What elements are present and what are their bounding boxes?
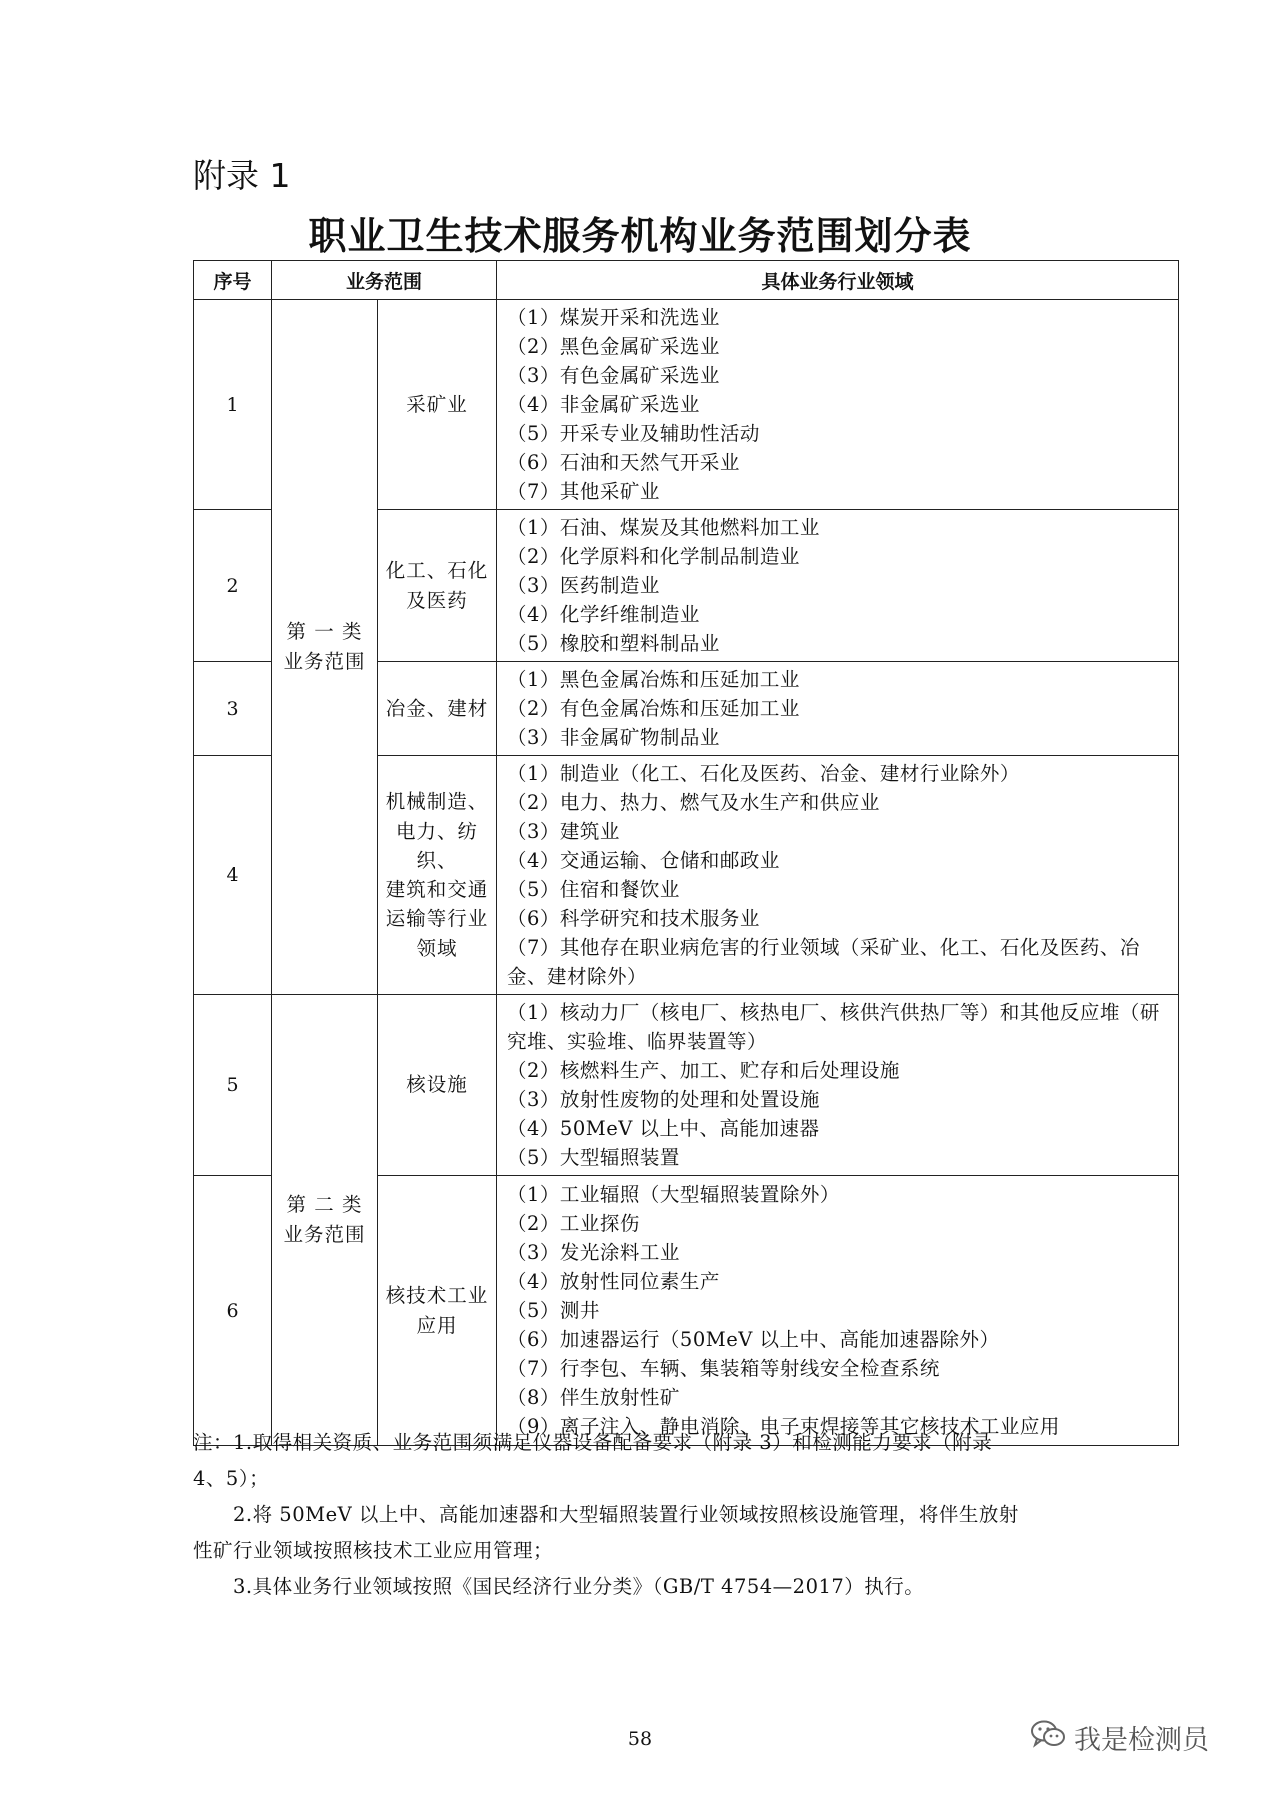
- industry-item: （4）50MeV 以上中、高能加速器: [507, 1117, 820, 1140]
- industry-item: （5）测井: [507, 1299, 600, 1322]
- industry-item: （5）大型辐照装置: [507, 1146, 680, 1169]
- note-2-line-1: 2.将 50MeV 以上中、高能加速器和大型辐照装置行业领域按照核设施管理，将伴生放射: [233, 1503, 1019, 1526]
- industry-item: （2）黑色金属矿采选业: [507, 335, 720, 358]
- industry-item: （7）行李包、车辆、集装箱等射线安全检查系统: [507, 1357, 940, 1380]
- category-second: [272, 995, 378, 1446]
- table-row: [194, 300, 1179, 510]
- page-number: 58: [627, 1728, 653, 1750]
- table-header-row: [194, 261, 1179, 300]
- industry-item: （4）非金属矿采选业: [507, 393, 700, 416]
- wechat-icon: [1030, 1719, 1066, 1756]
- row-industries: [497, 756, 1179, 995]
- row-scope: 核技术工业 应用: [378, 1176, 497, 1446]
- industry-item: （4）放射性同位素生产: [507, 1270, 720, 1293]
- industry-item: （4）交通运输、仓储和邮政业: [507, 849, 780, 872]
- header-industry: 具体业务行业领域: [497, 261, 1179, 300]
- row-industries: [497, 1176, 1179, 1446]
- industry-item: （1）核动力厂（核电厂、核热电厂、核供汽供热厂等）和其他反应堆（研究堆、实验堆、临界装置等）: [507, 1001, 1160, 1053]
- industry-item: （4）化学纤维制造业: [507, 603, 700, 626]
- industry-item: （2）有色金属冶炼和压延加工业: [507, 697, 800, 720]
- industry-item: （1）石油、煤炭及其他燃料加工业: [507, 516, 820, 539]
- industry-item: （6）加速器运行（50MeV 以上中、高能加速器除外）: [507, 1328, 1000, 1351]
- industry-item: （7）其他存在职业病危害的行业领域（采矿业、化工、石化及医药、冶金、建材除外）: [507, 936, 1140, 988]
- row-scope: 采矿业: [378, 300, 497, 510]
- industry-item: （2）工业探伤: [507, 1212, 640, 1235]
- industry-item: （2）核燃料生产、加工、贮存和后处理设施: [507, 1059, 900, 1082]
- note-2-line-2: 性矿行业领域按照核技术工业应用管理；: [193, 1539, 554, 1562]
- industry-item: （1）工业辐照（大型辐照装置除外）: [507, 1183, 840, 1206]
- industry-item: （1）黑色金属冶炼和压延加工业: [507, 668, 800, 691]
- industry-item: （5）橡胶和塑料制品业: [507, 632, 720, 655]
- industry-item: （3）非金属矿物制品业: [507, 726, 720, 749]
- industry-item: （9）离子注入、静电消除、电子束焊接等其它核技术工业应用: [507, 1415, 1060, 1438]
- watermark-text: 我是检测员: [1074, 1725, 1209, 1756]
- row-scope: 机械制造、 电力、纺织、 建筑和交通 运输等行业 领域: [378, 756, 497, 995]
- row-seq: 5: [194, 995, 272, 1176]
- row-industries: [497, 300, 1179, 510]
- industry-item: （8）伴生放射性矿: [507, 1386, 680, 1409]
- industry-item: （1）制造业（化工、石化及医药、冶金、建材行业除外）: [507, 762, 1020, 785]
- row-seq: 6: [194, 1176, 272, 1446]
- appendix-label: 附录 1: [193, 156, 291, 195]
- row-scope: 冶金、建材: [378, 662, 497, 756]
- note-1-line-2: 4、5）；: [193, 1467, 270, 1490]
- industry-item: （3）放射性废物的处理和处置设施: [507, 1088, 820, 1111]
- industry-item: （6）科学研究和技术服务业: [507, 907, 760, 930]
- row-industries: [497, 662, 1179, 756]
- table-row: [194, 995, 1179, 1176]
- watermark: [1030, 1718, 1209, 1757]
- industry-item: （3）医药制造业: [507, 574, 660, 597]
- header-scope: 业务范围: [272, 261, 497, 300]
- industry-item: （5）住宿和餐饮业: [507, 878, 680, 901]
- note-1-line-1: 注：1.取得相关资质、业务范围须满足仪器设备配备要求（附录 3）和检测能力要求（附录: [193, 1431, 993, 1454]
- note-3: 3.具体业务行业领域按照《国民经济行业分类》（GB/T 4754—2017）执行。: [233, 1575, 925, 1598]
- industry-item: （7）其他采矿业: [507, 480, 660, 503]
- row-seq: 3: [194, 662, 272, 756]
- industry-item: （1）煤炭开采和洗选业: [507, 306, 720, 329]
- row-industries: [497, 995, 1179, 1176]
- table-notes: [193, 1425, 1093, 1605]
- industry-item: （6）石油和天然气开采业: [507, 451, 740, 474]
- industry-item: （3）建筑业: [507, 820, 620, 843]
- industry-item: （2）电力、热力、燃气及水生产和供应业: [507, 791, 880, 814]
- row-seq: 1: [194, 300, 272, 510]
- industry-item: （5）开采专业及辅助性活动: [507, 422, 760, 445]
- category-first: [272, 300, 378, 995]
- row-seq: 4: [194, 756, 272, 995]
- page-title: 职业卫生技术服务机构业务范围划分表: [308, 214, 972, 258]
- category-label: 第 一 类 业务范围: [283, 619, 366, 673]
- row-scope: 核设施: [378, 995, 497, 1176]
- header-seq: 序号: [194, 261, 272, 300]
- business-scope-table: [193, 260, 1179, 1446]
- category-label: 第 二 类 业务范围: [283, 1192, 366, 1246]
- row-seq: 2: [194, 510, 272, 662]
- industry-item: （3）有色金属矿采选业: [507, 364, 720, 387]
- row-industries: [497, 510, 1179, 662]
- industry-item: （2）化学原料和化学制品制造业: [507, 545, 800, 568]
- industry-item: （3）发光涂料工业: [507, 1241, 680, 1264]
- row-scope: 化工、石化 及医药: [378, 510, 497, 662]
